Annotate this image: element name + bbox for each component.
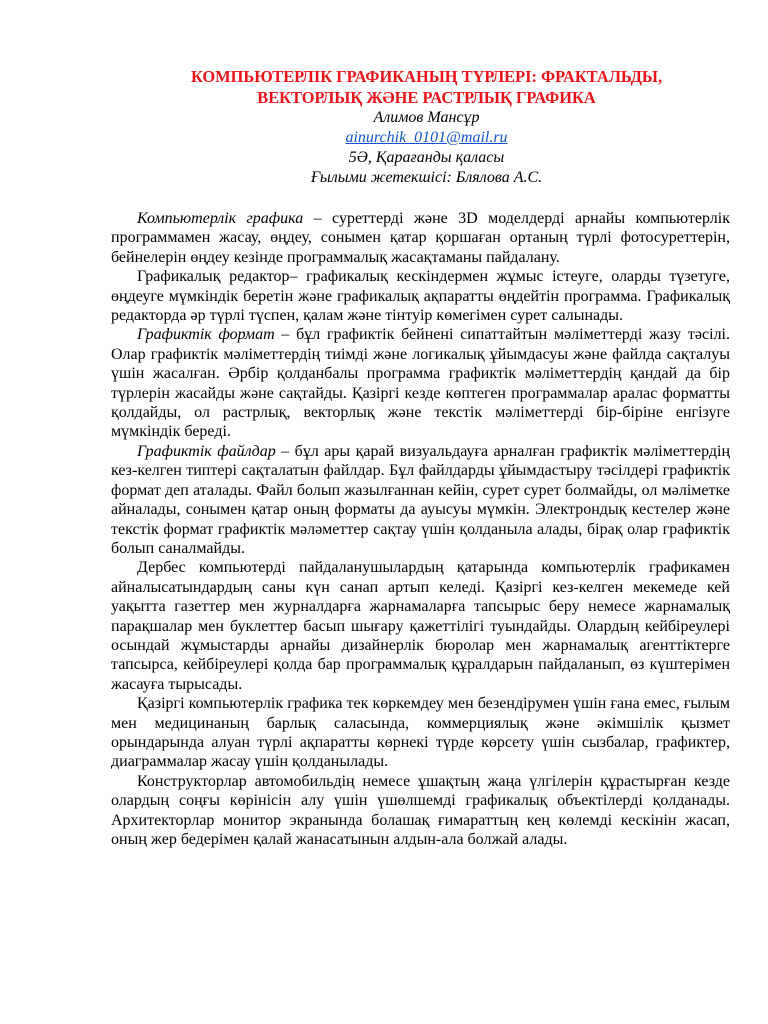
author-name: Алимов Мансұр xyxy=(373,109,480,126)
document-page xyxy=(111,66,730,849)
term-graphic-files: Графиктік файлдар xyxy=(137,442,276,460)
supervisor: Ғылыми жетекшісі: Блялова А.С. xyxy=(310,169,543,186)
paragraph-text: – бұл графиктік бейнені сипаттайтын мәліметтерді жазу тәсілі. Олар графиктік мәліметтердің тиімді және логикалық ұйымдасуы және файлда сақталуы үшін жасалған. Әрбір қолданбалы программа графиктік мәліметтердің қандай да бір түрлерін жасайды және сақтайды. Қазіргі кезде көптеген программалар аралас форматты қолдайды, ол растрлық, векторлық және текстік мәліметтерді бір-біріне енгізуге мүмкіндік береді. xyxy=(111,326,731,441)
paragraph-text: Қазіргі компьютерлік графика тек көркемдеу мен безендірумен үшін ғана емес, ғылым мен медицинаның барлық саласында, коммерциялық және әкімшілік қызмет орындарында алуан түрлі ақпаратты көрнекі түрде көрсету үшін сызбалар, графиктер, диаграммалар жасау үшін қолданылады. xyxy=(111,695,730,771)
title-line-1: КОМПЬЮТЕРЛІК ГРАФИКАНЫҢ ТҮРЛЕРІ: ФРАКТАЛЬДЫ, xyxy=(190,67,663,86)
paragraph-4 xyxy=(111,442,730,558)
title-line-2: ВЕКТОРЛЫҚ ЖӘНЕ РАСТРЛЫҚ ГРАФИКА xyxy=(257,88,596,107)
author-email-link[interactable]: ainurchik_0101@mail.ru xyxy=(345,129,508,146)
spacer xyxy=(111,188,730,209)
paragraph-1 xyxy=(111,209,730,267)
paragraph-text: Дербес компьютерді пайдаланушылардың қатарында компьютерлік графикамен айналысатындардың саны күн санап артып келеді. Қазіргі кез-келген мекемеде кей уақытта газеттер мен журналдарға жарнамаларға тапсырыс беру немесе жарнамалық парақшалар мен буклеттер басып шығару қажеттілігі туындайды. Олардың кейбіреулері осындай жұмыстарды арнайы дизайнерлік бюролар мен жарнамалық агенттіктерге тапсырса, кейбіреулері қолда бар программалық құралдарын пайдаланып, өз күштерімен жасауға тырысады. xyxy=(111,559,730,693)
paragraph-text: – бұл ары қарай визуальдауға арналған графиктік мәліметтердің кез-келген типтері сақталатын файлдар. Бұл файлдарды ұйымдастыру тәсілдері графиктік формат деп аталады. Файл болып жазылғаннан кейін, сурет сурет болмайды, ол мәліметке айналады, сонымен қатар оның форматы да ауысуы мүмкін. Электрондық кестелер және текстік формат графиктік мәләметтер сақтау үшін қолданыла алады, бірақ олар графиктік болып саналмайды. xyxy=(111,442,731,557)
paragraph-text: Конструкторлар автомобильдің немесе ұшақтың жаңа үлгілерін құрастырған кезде олардың соңғы көрінісін алу үшін үшөлшемді графикалық объектілерді қолданады. Архитекторлар монитор экранында болашақ ғимараттың кең көлемді кескінін жасап, оның жер бедерімен қалай жанасатынын алдын-ала болжай алады. xyxy=(111,772,730,848)
author-class-city: 5Ә, Қарағанды қаласы xyxy=(348,149,505,166)
article-title xyxy=(111,66,730,108)
paragraph-7 xyxy=(111,772,730,850)
paragraph-3 xyxy=(111,325,730,441)
paragraph-6 xyxy=(111,694,730,772)
paragraph-2 xyxy=(111,267,730,325)
paragraph-text: – суреттерді және 3D моделдерді арнайы компьютерлік программамен жасау, өңдеу, сонымен қатар қоршаған ортаның түрлі фотосуреттерін, бейнелерін өңдеу кезінде программалық жасақтаманы пайдалану. xyxy=(111,210,730,266)
author-block xyxy=(111,108,730,188)
paragraph-text: Графикалық редактор– графикалық кескіндермен жұмыс істеуге, оларды түзетуге, өңдеуге мүмкіндік беретін және графикалық ақпаратты өңдейтін программа. Графикалық редакторда әр түрлі түспен, қалам және тінтуір көмегімен сурет салынады. xyxy=(111,268,730,325)
term-computer-graphics: Компьютерлік графика xyxy=(137,210,304,227)
term-graphic-format: Графиктік формат xyxy=(137,326,275,344)
paragraph-5 xyxy=(111,558,730,694)
